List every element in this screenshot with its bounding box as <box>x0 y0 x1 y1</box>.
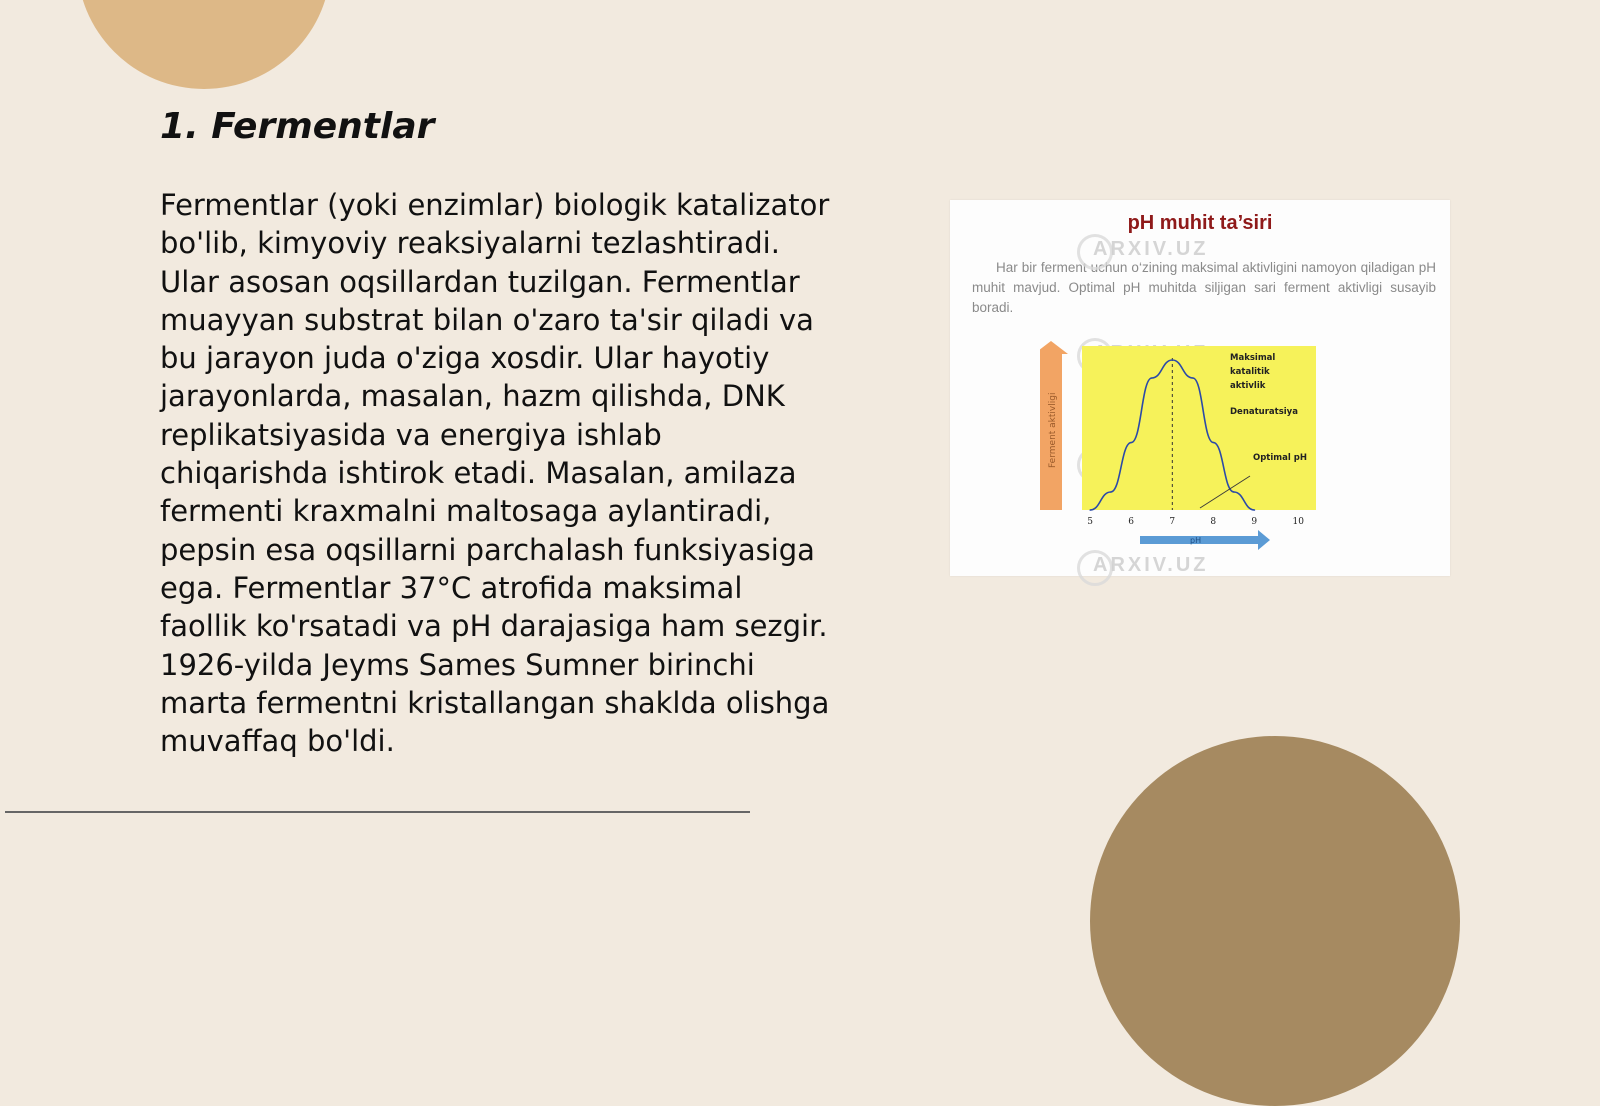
curve-point <box>1151 377 1153 379</box>
annotation-max-line-3: aktivlik <box>1230 381 1266 391</box>
x-tick-label: 9 <box>1251 517 1258 527</box>
slide-title: 1. Fermentlar <box>160 106 435 147</box>
ph-activity-chart <box>1040 340 1360 560</box>
figure-description: Har bir ferment uchun o‘zining maksimal aktivligini namoyon qiladigan pH muhit mavjud. Optimal pH muhitda siljigan sari ferment aktivligi susayib boradi. <box>972 260 1436 315</box>
x-tick-label: 7 <box>1169 517 1176 527</box>
annotation-max-line-1: Maksimal <box>1230 353 1276 363</box>
watermark-text: ARXIV.UZ <box>1093 238 1209 260</box>
slide-body-text: Fermentlar (yoki enzimlar) biologik katalizator bo'lib, kimyoviy reaksiyalarni tezlashtiradi. Ular asosan oqsillardan tuzilgan. Fermentlar muayyan substrat bilan o'zaro ta'sir qiladi va bu jarayon juda o'ziga xosdir. Ular hayotiy jarayonlarda, masalan, hazm qilishda, DNK replikatsiyasida va energiya ishlab chiqarishda ishtirok etadi. Masalan, amilaza fermenti kraxmalni maltosaga aylantiradi, pepsin esa oqsillarni parchalash funksiyasiga ega. Fermentlar 37°C atrofida maksimal faollik ko'rsatadi va pH darajasiga ham sezgir. 1926-yilda Jeyms Sames Sumner birinchi marta fermentni kristallangan shaklda olishga muvaffaq bo'ldi. <box>160 188 830 759</box>
watermark-text: ARXIV.UZ <box>1093 554 1209 576</box>
x-axis-label: pH <box>1190 536 1202 545</box>
ph-effect-figure <box>950 200 1450 576</box>
x-tick-label: 6 <box>1128 517 1134 527</box>
curve-point <box>1172 359 1174 361</box>
y-axis-label: Ferment aktivligi <box>1048 392 1058 468</box>
annotation-optimal-ph: Optimal pH <box>1253 453 1307 463</box>
curve-point <box>1110 491 1112 493</box>
curve-point <box>1089 509 1091 511</box>
x-tick-label: 8 <box>1210 517 1217 527</box>
curve-point <box>1213 442 1215 444</box>
x-tick-label: 10 <box>1292 517 1304 527</box>
curve-point <box>1130 442 1132 444</box>
decorative-circle-bottom <box>1090 736 1460 1106</box>
x-tick-label: 5 <box>1087 517 1093 527</box>
curve-point <box>1254 509 1256 511</box>
x-axis-ticks <box>1087 517 1304 527</box>
curve-point <box>1192 377 1194 379</box>
curve-point <box>1233 491 1235 493</box>
annotation-denaturation: Denaturatsiya <box>1230 407 1298 417</box>
decorative-circle-top <box>77 0 331 89</box>
divider-line <box>5 811 750 813</box>
figure-title: pH muhit ta’siri <box>1127 212 1273 234</box>
annotation-max-line-2: katalitik <box>1230 367 1270 377</box>
x-axis-arrow <box>1140 530 1270 550</box>
